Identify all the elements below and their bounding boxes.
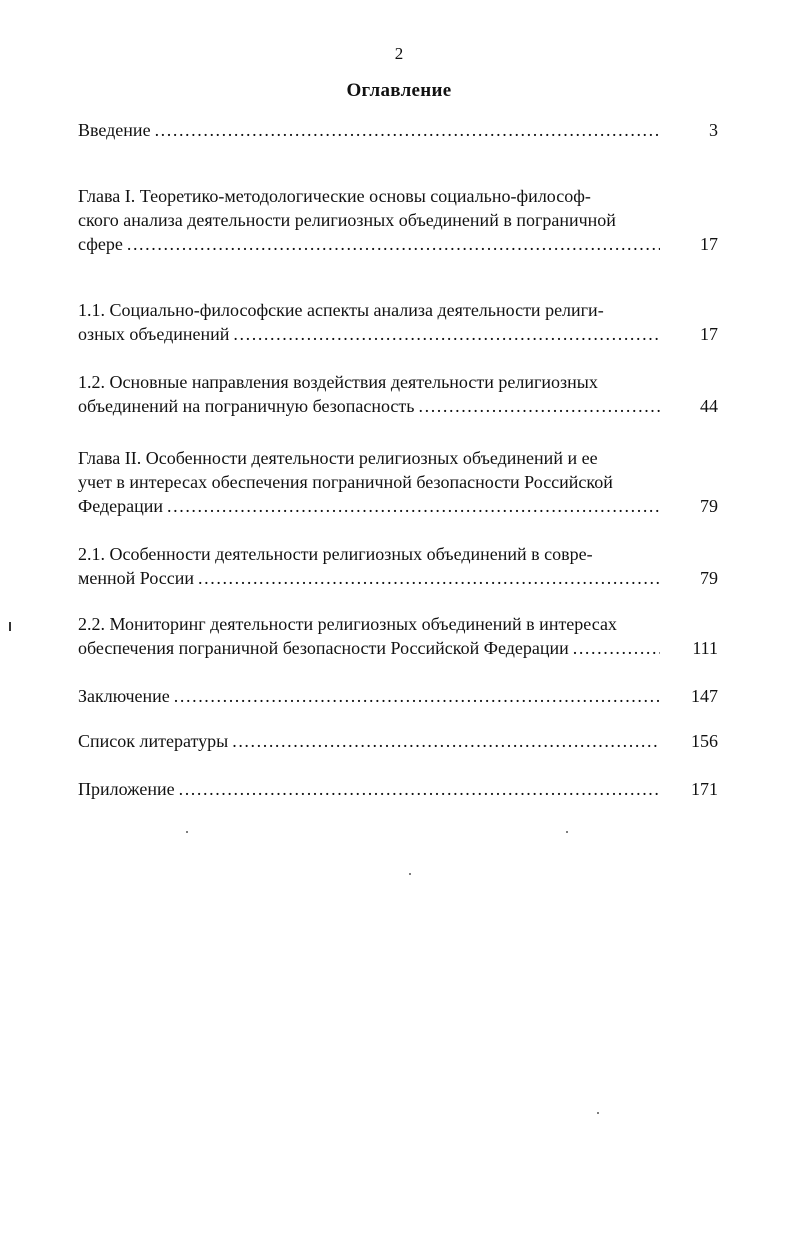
toc-entry-line: 2.1. Особенности деятельности религиозных объединений в совре- [78,544,593,564]
dot-leader [179,777,660,801]
toc-entry-appendix[interactable] [78,777,718,801]
scan-artifact-speck [186,831,188,833]
toc-page-number: 79 [700,496,718,516]
dot-leader [198,566,660,590]
toc-entry-section-2-2[interactable] [78,612,718,660]
toc-page-number: 79 [700,568,718,588]
toc-entry-line: 1.2. Основные направления воздействия деятельности религиозных [78,372,598,392]
dot-leader [155,118,660,142]
dot-leader [167,494,660,518]
toc-title: Оглавление [346,80,452,101]
toc-entry-chapter-1[interactable] [78,184,718,256]
dot-leader [127,232,660,256]
toc-entry-introduction[interactable] [78,118,718,142]
toc-entry-chapter-2[interactable] [78,446,718,518]
toc-entry-section-1-1[interactable] [78,298,718,346]
toc-page-number: 171 [691,779,718,799]
toc-page-number: 147 [691,686,718,706]
toc-page-number: 17 [700,234,718,254]
toc-entry-conclusion[interactable] [78,684,718,708]
toc-entry-title: Федерации [78,496,164,516]
toc-entry-line: учет в интересах обеспечения пограничной безопасности Российской [78,472,613,492]
page-number: 2 [394,44,404,63]
toc-entry-title: сфере [78,234,123,254]
toc-entry-title: обеспечения пограничной безопасности Российской Федерации [78,638,569,658]
toc-entry-line: 1.1. Социально-философские аспекты анализа деятельности религи- [78,300,604,320]
toc-page-number: 44 [700,396,718,416]
dot-leader [419,394,661,418]
dot-leader [573,636,660,660]
toc-entry-title: Приложение [78,779,175,799]
toc-page-number: 17 [700,324,718,344]
scan-artifact-mark [9,622,11,631]
scan-artifact-speck [566,831,568,833]
toc-entry-title: менной России [78,568,195,588]
toc-entry-line: Глава I. Теоретико-методологические основы социально-философ- [78,186,591,206]
dot-leader [232,729,660,753]
toc-entry-title: Список литературы [78,731,229,751]
toc-entry-line: 2.2. Мониторинг деятельности религиозных объединений в интересах [78,614,617,634]
dot-leader [233,322,660,346]
scan-artifact-speck [597,1112,599,1114]
toc-entry-section-1-2[interactable] [78,370,718,418]
toc-entry-line: Глава II. Особенности деятельности религиозных объединений и ее [78,448,598,468]
toc-page-number: 3 [709,120,718,140]
toc-entry-bibliography[interactable] [78,729,718,753]
toc-entry-title: озных объединений [78,324,230,344]
toc-entry-section-2-1[interactable] [78,542,718,590]
toc-page-number: 156 [691,731,718,751]
toc-entry-title: Заключение [78,686,170,706]
toc-page-number: 111 [692,638,718,658]
dot-leader [174,684,660,708]
toc-entry-line: ского анализа деятельности религиозных объединений в пограничной [78,210,616,230]
toc-entry-title: Введение [78,120,151,140]
toc-entry-title: объединений на пограничную безопасность [78,396,415,416]
scan-artifact-speck [409,873,411,875]
